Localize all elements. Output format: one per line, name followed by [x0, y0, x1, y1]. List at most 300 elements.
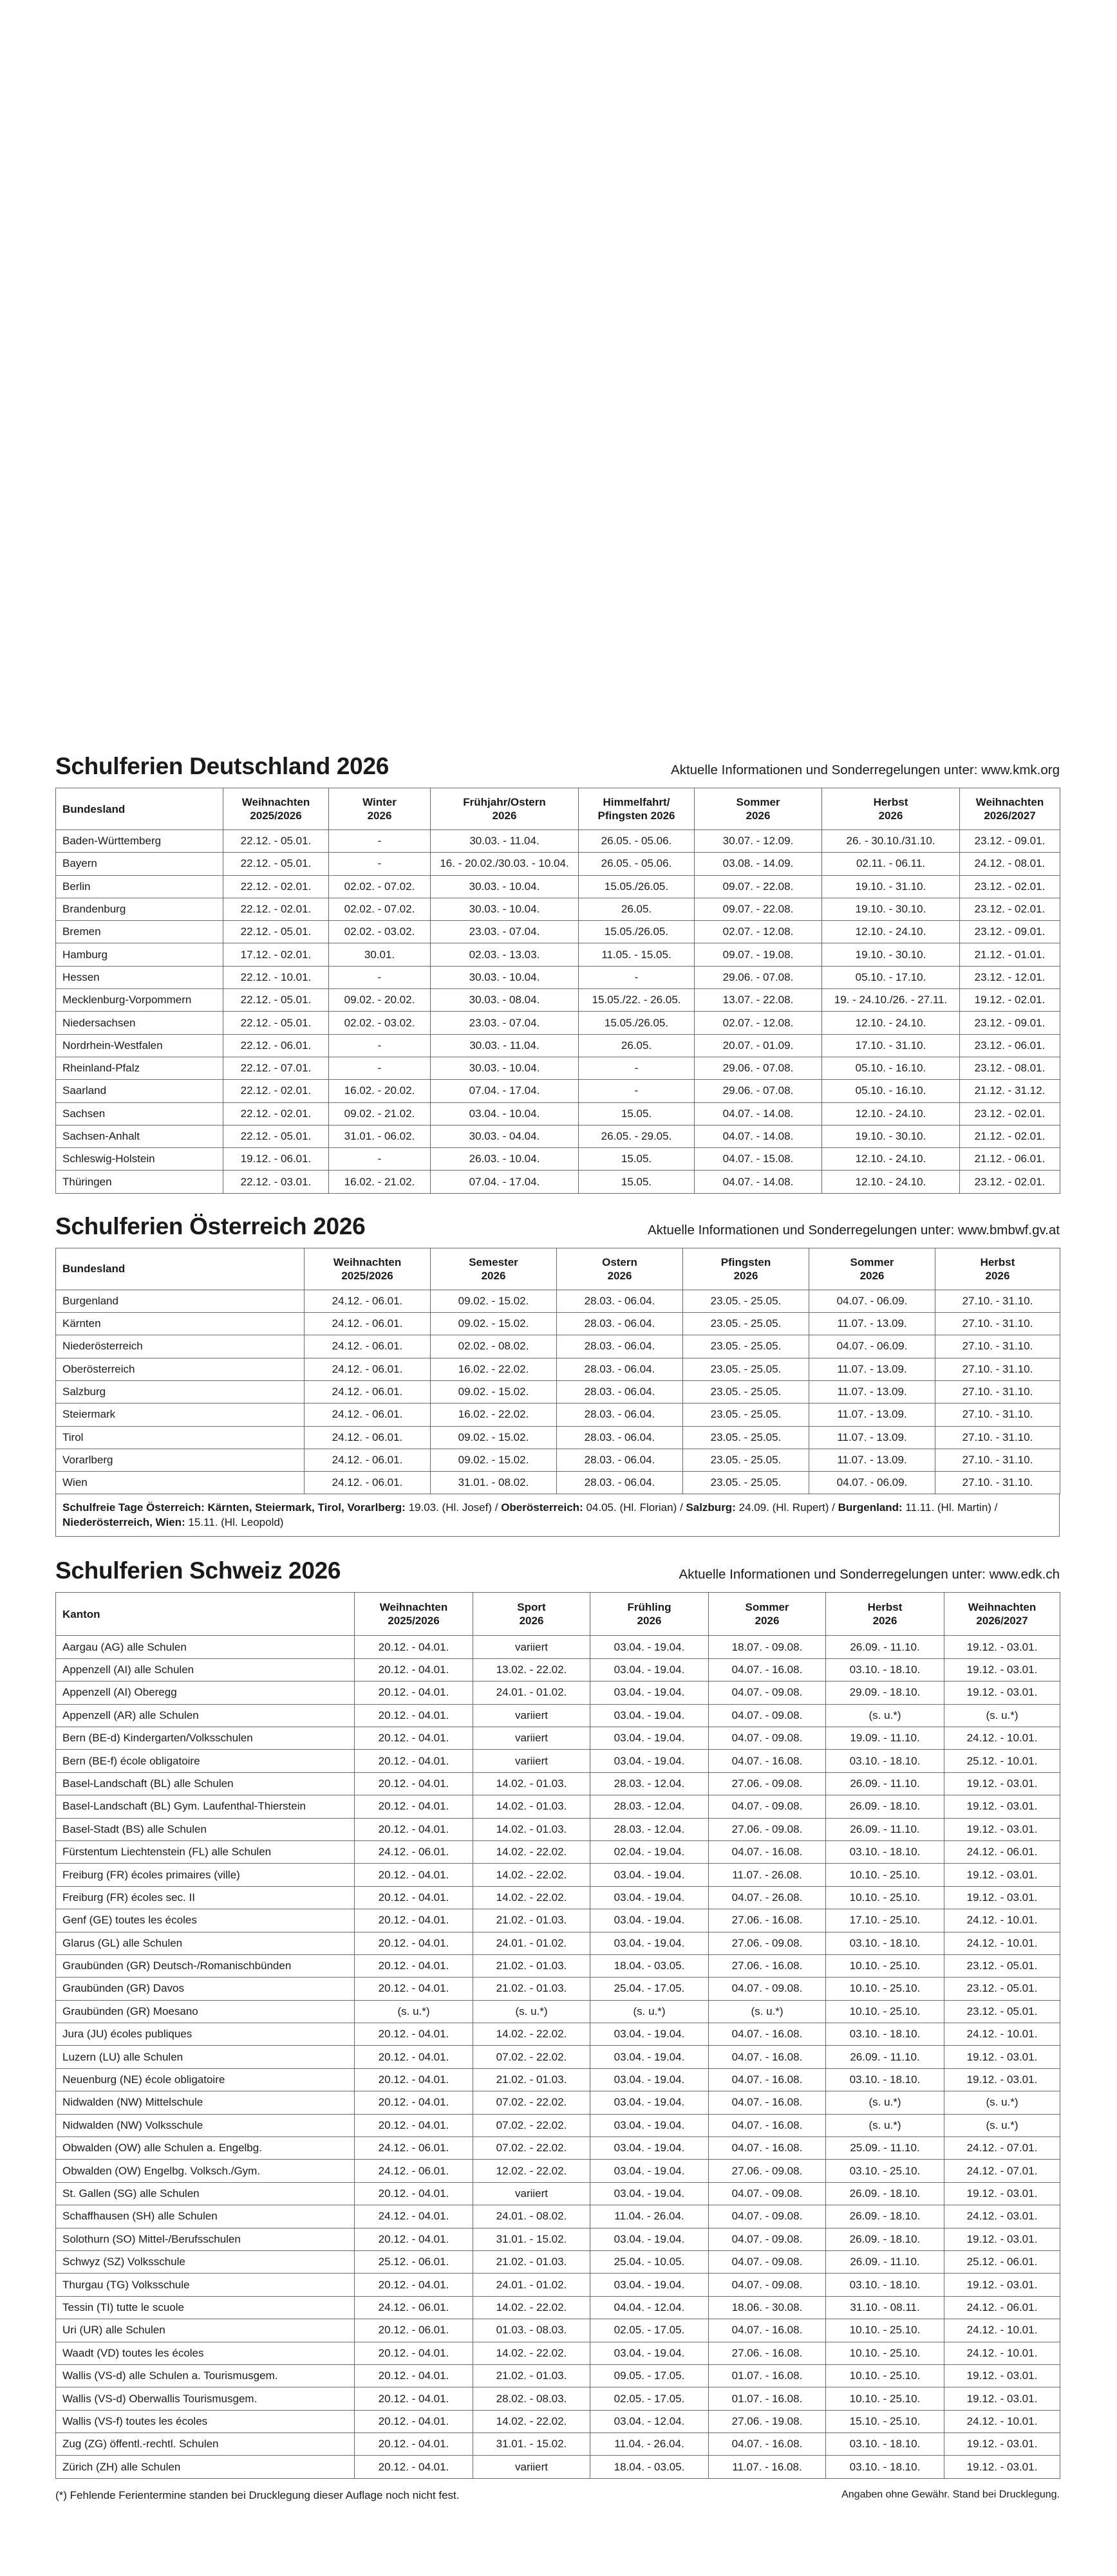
date-cell: (s. u.*): [590, 2000, 709, 2023]
date-cell: 04.07. - 14.08.: [695, 1125, 822, 1147]
date-cell: 03.04. - 19.04.: [590, 1636, 709, 1658]
table-row: [56, 1449, 1060, 1471]
date-cell: 03.10. - 18.10.: [826, 1840, 944, 1863]
date-cell: 03.04. - 19.04.: [590, 2023, 709, 2046]
region-cell: Bremen: [56, 921, 223, 943]
date-cell: 27.10. - 31.10.: [935, 1404, 1060, 1426]
date-cell: 04.07. - 26.08.: [709, 1886, 826, 1909]
region-cell: Saarland: [56, 1080, 223, 1102]
date-cell: -: [329, 853, 431, 875]
date-cell: 24.12. - 06.01.: [305, 1380, 431, 1403]
region-cell: Vorarlberg: [56, 1449, 305, 1471]
date-cell: 12.10. - 24.10.: [822, 1148, 960, 1171]
date-cell: -: [579, 1057, 695, 1079]
date-cell: 19.12. - 03.01.: [944, 1818, 1060, 1840]
date-cell: 04.07. - 09.08.: [709, 1682, 826, 1704]
date-cell: 20.12. - 04.01.: [355, 2228, 473, 2250]
date-cell: 03.10. - 25.10.: [826, 2160, 944, 2182]
date-cell: 04.07. - 09.08.: [709, 2228, 826, 2250]
date-cell: 20.12. - 04.01.: [355, 1818, 473, 1840]
table-row: [56, 1380, 1060, 1403]
table-row: [56, 1704, 1060, 1727]
table-row: [56, 2091, 1060, 2114]
table-row: [56, 1932, 1060, 1954]
date-cell: 23.12. - 06.01.: [960, 1034, 1060, 1057]
date-cell: 03.04. - 19.04.: [590, 1682, 709, 1704]
table-header-row: [56, 788, 1060, 830]
date-cell: 27.10. - 31.10.: [935, 1313, 1060, 1335]
date-cell: 01.07. - 16.08.: [709, 2387, 826, 2410]
region-cell: Schwyz (SZ) Volksschule: [56, 2250, 355, 2273]
date-cell: 20.12. - 04.01.: [355, 2410, 473, 2432]
region-cell: Genf (GE) toutes les écoles: [56, 1909, 355, 1932]
table-row: [56, 1358, 1060, 1380]
region-cell: Obwalden (OW) Engelbg. Volksch./Gym.: [56, 2160, 355, 2182]
note-text: 15.11. (Hl. Leopold): [185, 1516, 284, 1529]
date-cell: (s. u.*): [826, 2091, 944, 2114]
region-cell: Tessin (TI) tutte le scuole: [56, 2296, 355, 2319]
date-cell: 25.12. - 10.01.: [944, 1750, 1060, 1772]
region-cell: Nidwalden (NW) Mittelschule: [56, 2091, 355, 2114]
date-cell: 05.10. - 16.10.: [822, 1080, 960, 1102]
region-cell: Wien: [56, 1472, 305, 1494]
region-cell: Appenzell (AI) Oberegg: [56, 1682, 355, 1704]
date-cell: variiert: [473, 1636, 590, 1658]
date-cell: -: [579, 1080, 695, 1102]
region-cell: Luzern (LU) alle Schulen: [56, 2046, 355, 2068]
date-cell: 24.12. - 03.01.: [944, 2205, 1060, 2228]
date-cell: 04.07. - 16.08.: [709, 2023, 826, 2046]
date-cell: 22.12. - 02.01.: [223, 1080, 329, 1102]
date-cell: 22.12. - 05.01.: [223, 989, 329, 1012]
date-cell: 19. - 24.10./26. - 27.11.: [822, 989, 960, 1012]
date-cell: 20.07. - 01.09.: [695, 1034, 822, 1057]
region-cell: Hamburg: [56, 943, 223, 966]
section-info: Aktuelle Informationen und Sonderregelungen unter: www.bmbwf.gv.at: [647, 1222, 1060, 1237]
section-header: [55, 753, 1060, 780]
date-cell: 23.12. - 05.01.: [944, 1954, 1060, 1977]
date-cell: 20.12. - 04.01.: [355, 1978, 473, 2000]
column-header: Herbst 2026: [822, 788, 960, 830]
region-cell: Neuenburg (NE) école obligatoire: [56, 2068, 355, 2091]
region-cell: Graubünden (GR) Moesano: [56, 2000, 355, 2023]
date-cell: 27.10. - 31.10.: [935, 1358, 1060, 1380]
date-cell: 11.07. - 13.09.: [809, 1380, 935, 1403]
date-cell: 03.04. - 19.04.: [590, 2068, 709, 2091]
table-row: [56, 1864, 1060, 1886]
date-cell: 02.02. - 03.02.: [329, 921, 431, 943]
date-cell: 04.07. - 09.08.: [709, 1704, 826, 1727]
date-cell: 19.12. - 03.01.: [944, 1795, 1060, 1818]
date-cell: 11.07. - 13.09.: [809, 1313, 935, 1335]
date-cell: 23.12. - 02.01.: [960, 898, 1060, 920]
date-cell: 27.06. - 09.08.: [709, 1772, 826, 1795]
column-header: Weihnachten 2026/2027: [944, 1593, 1060, 1636]
table-row: [56, 2228, 1060, 2250]
section-austria: [55, 1213, 1060, 1537]
date-cell: 15.05./26.05.: [579, 921, 695, 943]
date-cell: 11.07. - 13.09.: [809, 1404, 935, 1426]
date-cell: 02.05. - 17.05.: [590, 2387, 709, 2410]
date-cell: 02.07. - 12.08.: [695, 1012, 822, 1034]
date-cell: 03.04. - 19.04.: [590, 2182, 709, 2205]
table-row: [56, 1034, 1060, 1057]
region-cell: Wallis (VS-f) toutes les écoles: [56, 2410, 355, 2432]
section-title: Schulferien Deutschland 2026: [55, 753, 390, 779]
region-cell: Wallis (VS-d) alle Schulen a. Tourismusgem.: [56, 2364, 355, 2387]
date-cell: 07.02. - 22.02.: [473, 2046, 590, 2068]
table-row: [56, 921, 1060, 943]
date-cell: 29.09. - 18.10.: [826, 1682, 944, 1704]
date-cell: 03.04. - 19.04.: [590, 2046, 709, 2068]
note-text: 04.05. (Hl. Florian) /: [583, 1501, 686, 1514]
table-row: [56, 1795, 1060, 1818]
date-cell: 21.02. - 01.03.: [473, 2364, 590, 2387]
date-cell: 20.12. - 04.01.: [355, 1772, 473, 1795]
date-cell: 07.04. - 17.04.: [431, 1080, 579, 1102]
date-cell: 19.12. - 03.01.: [944, 2046, 1060, 2068]
date-cell: (s. u.*): [709, 2000, 826, 2023]
section-info: Aktuelle Informationen und Sonderregelungen unter: www.kmk.org: [671, 763, 1060, 777]
section-germany: [55, 753, 1060, 1194]
date-cell: 27.06. - 16.08.: [709, 1909, 826, 1932]
date-cell: 22.12. - 10.01.: [223, 966, 329, 988]
date-cell: 30.03. - 08.04.: [431, 989, 579, 1012]
date-cell: variiert: [473, 1727, 590, 1749]
date-cell: 23.05. - 25.05.: [683, 1472, 809, 1494]
date-cell: 12.10. - 24.10.: [822, 1171, 960, 1193]
date-cell: 19.12. - 03.01.: [944, 2068, 1060, 2091]
region-cell: Schaffhausen (SH) alle Schulen: [56, 2205, 355, 2228]
column-header: Sommer 2026: [709, 1593, 826, 1636]
date-cell: (s. u.*): [473, 2000, 590, 2023]
date-cell: 22.12. - 05.01.: [223, 1012, 329, 1034]
date-cell: 04.07. - 14.08.: [695, 1171, 822, 1193]
date-cell: 31.01. - 06.02.: [329, 1125, 431, 1147]
date-cell: 28.03. - 12.04.: [590, 1818, 709, 1840]
austria-note: [55, 1494, 1060, 1537]
region-cell: Basel-Landschaft (BL) Gym. Laufenthal-Thierstein: [56, 1795, 355, 1818]
date-cell: 18.07. - 09.08.: [709, 1636, 826, 1658]
table-header-row: [56, 1593, 1060, 1636]
column-header: Winter 2026: [329, 788, 431, 830]
date-cell: 20.12. - 04.01.: [355, 1909, 473, 1932]
date-cell: 02.07. - 12.08.: [695, 921, 822, 943]
date-cell: 24.12. - 06.01.: [355, 2296, 473, 2319]
column-header: Frühjahr/Ostern 2026: [431, 788, 579, 830]
table-row: [56, 1772, 1060, 1795]
date-cell: 22.12. - 02.01.: [223, 875, 329, 898]
date-cell: 27.06. - 16.08.: [709, 2342, 826, 2364]
date-cell: 22.12. - 05.01.: [223, 853, 329, 875]
date-cell: 04.07. - 16.08.: [709, 2433, 826, 2456]
date-cell: 24.12. - 06.01.: [305, 1404, 431, 1426]
date-cell: 03.10. - 18.10.: [826, 1932, 944, 1954]
region-cell: Obwalden (OW) alle Schulen a. Engelbg.: [56, 2137, 355, 2160]
date-cell: 04.07. - 15.08.: [695, 1148, 822, 1171]
date-cell: 14.02. - 01.03.: [473, 1772, 590, 1795]
date-cell: 28.03. - 06.04.: [557, 1335, 683, 1358]
date-cell: 20.12. - 04.01.: [355, 1682, 473, 1704]
date-cell: 02.02. - 03.02.: [329, 1012, 431, 1034]
column-header: Herbst 2026: [935, 1248, 1060, 1290]
table-row: [56, 875, 1060, 898]
date-cell: 31.01. - 08.02.: [431, 1472, 557, 1494]
date-cell: 26.05.: [579, 898, 695, 920]
date-cell: 04.07. - 09.08.: [709, 2274, 826, 2296]
date-cell: 18.04. - 03.05.: [590, 2456, 709, 2478]
date-cell: 26.09. - 18.10.: [826, 2205, 944, 2228]
date-cell: 19.10. - 30.10.: [822, 898, 960, 920]
region-cell: Fürstentum Liechtenstein (FL) alle Schulen: [56, 1840, 355, 1863]
region-cell: Burgenland: [56, 1290, 305, 1312]
table-row: [56, 1636, 1060, 1658]
date-cell: 03.04. - 19.04.: [590, 2114, 709, 2136]
table-row: [56, 1750, 1060, 1772]
date-cell: 19.12. - 03.01.: [944, 1636, 1060, 1658]
date-cell: 15.05.: [579, 1148, 695, 1171]
region-cell: Graubünden (GR) Davos: [56, 1978, 355, 2000]
region-cell: Basel-Landschaft (BL) alle Schulen: [56, 1772, 355, 1795]
date-cell: 20.12. - 04.01.: [355, 2114, 473, 2136]
date-cell: 05.10. - 17.10.: [822, 966, 960, 988]
date-cell: (s. u.*): [944, 1704, 1060, 1727]
table-row: [56, 1682, 1060, 1704]
table-header-row: [56, 1248, 1060, 1290]
date-cell: 04.07. - 09.08.: [709, 2205, 826, 2228]
date-cell: 28.03. - 06.04.: [557, 1358, 683, 1380]
date-cell: 21.12. - 01.01.: [960, 943, 1060, 966]
date-cell: 20.12. - 04.01.: [355, 2046, 473, 2068]
table-row: [56, 2046, 1060, 2068]
date-cell: 24.12. - 10.01.: [944, 2410, 1060, 2432]
date-cell: 02.02. - 07.02.: [329, 898, 431, 920]
column-header: Sommer 2026: [809, 1248, 935, 1290]
table-row: [56, 1335, 1060, 1358]
date-cell: 27.06. - 16.08.: [709, 1954, 826, 1977]
date-cell: 19.12. - 03.01.: [944, 1864, 1060, 1886]
date-cell: 21.02. - 01.03.: [473, 1978, 590, 2000]
date-cell: 16.02. - 22.02.: [431, 1404, 557, 1426]
date-cell: 03.04. - 19.04.: [590, 2274, 709, 2296]
date-cell: 10.10. - 25.10.: [826, 2387, 944, 2410]
date-cell: 20.12. - 04.01.: [355, 1954, 473, 1977]
date-cell: 09.05. - 17.05.: [590, 2364, 709, 2387]
date-cell: 27.06. - 09.08.: [709, 1818, 826, 1840]
region-cell: Jura (JU) écoles publiques: [56, 2023, 355, 2046]
date-cell: 26.05. - 05.06.: [579, 830, 695, 853]
date-cell: 16.02. - 21.02.: [329, 1171, 431, 1193]
date-cell: 09.02. - 20.02.: [329, 989, 431, 1012]
date-cell: 04.07. - 16.08.: [709, 2114, 826, 2136]
date-cell: 04.07. - 09.08.: [709, 2250, 826, 2273]
date-cell: 20.12. - 04.01.: [355, 2182, 473, 2205]
note-label: Schulfreie Tage Österreich: Kärnten, Steiermark, Tirol, Vorarlberg:: [62, 1501, 406, 1514]
region-cell: Basel-Stadt (BS) alle Schulen: [56, 1818, 355, 1840]
section-switzerland: [55, 1557, 1060, 2478]
date-cell: 14.02. - 22.02.: [473, 2023, 590, 2046]
region-cell: Waadt (VD) toutes les écoles: [56, 2342, 355, 2364]
date-cell: 19.09. - 11.10.: [826, 1727, 944, 1749]
date-cell: 11.07. - 13.09.: [809, 1426, 935, 1449]
column-header: Kanton: [56, 1593, 355, 1636]
date-cell: 20.12. - 04.01.: [355, 2023, 473, 2046]
column-header: Weihnachten 2025/2026: [223, 788, 329, 830]
date-cell: 26.09. - 18.10.: [826, 1795, 944, 1818]
date-cell: -: [329, 1148, 431, 1171]
date-cell: 24.12. - 10.01.: [944, 2023, 1060, 2046]
region-cell: Tirol: [56, 1426, 305, 1449]
date-cell: 24.12. - 10.01.: [944, 2342, 1060, 2364]
table-row: [56, 1313, 1060, 1335]
date-cell: 02.03. - 13.03.: [431, 943, 579, 966]
date-cell: 28.03. - 06.04.: [557, 1472, 683, 1494]
date-cell: 12.02. - 22.02.: [473, 2160, 590, 2182]
date-cell: 19.10. - 30.10.: [822, 943, 960, 966]
table-row: [56, 966, 1060, 988]
date-cell: 02.05. - 17.05.: [590, 2319, 709, 2342]
date-cell: variiert: [473, 2182, 590, 2205]
date-cell: 27.06. - 09.08.: [709, 1932, 826, 1954]
date-cell: 09.07. - 19.08.: [695, 943, 822, 966]
date-cell: 19.12. - 03.01.: [944, 2456, 1060, 2478]
date-cell: 28.03. - 06.04.: [557, 1380, 683, 1403]
date-cell: 02.02. - 08.02.: [431, 1335, 557, 1358]
date-cell: 09.02. - 21.02.: [329, 1102, 431, 1125]
date-cell: 24.12. - 06.01.: [944, 2296, 1060, 2319]
date-cell: 10.10. - 25.10.: [826, 1978, 944, 2000]
note-label: Burgenland:: [838, 1501, 903, 1514]
date-cell: 12.10. - 24.10.: [822, 1102, 960, 1125]
date-cell: 24.12. - 08.01.: [960, 853, 1060, 875]
table-row: [56, 853, 1060, 875]
date-cell: 14.02. - 22.02.: [473, 1840, 590, 1863]
date-cell: 26.09. - 18.10.: [826, 2228, 944, 2250]
date-cell: 04.07. - 14.08.: [695, 1102, 822, 1125]
date-cell: 30.07. - 12.09.: [695, 830, 822, 853]
column-header: Herbst 2026: [826, 1593, 944, 1636]
date-cell: 28.03. - 06.04.: [557, 1449, 683, 1471]
date-cell: (s. u.*): [826, 1704, 944, 1727]
date-cell: 23.12. - 12.01.: [960, 966, 1060, 988]
region-cell: Kärnten: [56, 1313, 305, 1335]
table-row: [56, 1012, 1060, 1034]
date-cell: 17.10. - 31.10.: [822, 1034, 960, 1057]
region-cell: Salzburg: [56, 1380, 305, 1403]
column-header: Weihnachten 2025/2026: [355, 1593, 473, 1636]
date-cell: 20.12. - 04.01.: [355, 2274, 473, 2296]
date-cell: 04.07. - 09.08.: [709, 1727, 826, 1749]
date-cell: 22.12. - 02.01.: [223, 1102, 329, 1125]
footer-note: (*) Fehlende Ferientermine standen bei Drucklegung dieser Auflage noch nicht fest.: [55, 2488, 460, 2501]
table-row: [56, 1426, 1060, 1449]
date-cell: 23.05. - 25.05.: [683, 1404, 809, 1426]
date-cell: 22.12. - 07.01.: [223, 1057, 329, 1079]
column-header: Ostern 2026: [557, 1248, 683, 1290]
region-cell: Oberösterreich: [56, 1358, 305, 1380]
date-cell: 22.12. - 05.01.: [223, 921, 329, 943]
region-cell: Sachsen-Anhalt: [56, 1125, 223, 1147]
column-header: Bundesland: [56, 788, 223, 830]
date-cell: 10.10. - 25.10.: [826, 2000, 944, 2023]
date-cell: 15.10. - 25.10.: [826, 2410, 944, 2432]
date-cell: 24.12. - 06.01.: [355, 2160, 473, 2182]
date-cell: 14.02. - 22.02.: [473, 2410, 590, 2432]
region-cell: Aargau (AG) alle Schulen: [56, 1636, 355, 1658]
date-cell: 07.02. - 22.02.: [473, 2114, 590, 2136]
date-cell: 03.04. - 19.04.: [590, 2342, 709, 2364]
date-cell: 03.04. - 19.04.: [590, 2137, 709, 2160]
table-row: [56, 2296, 1060, 2319]
date-cell: 22.12. - 03.01.: [223, 1171, 329, 1193]
date-cell: 03.08. - 14.09.: [695, 853, 822, 875]
column-header: Sport 2026: [473, 1593, 590, 1636]
date-cell: 15.05./26.05.: [579, 875, 695, 898]
region-cell: Nidwalden (NW) Volksschule: [56, 2114, 355, 2136]
date-cell: 07.02. - 22.02.: [473, 2137, 590, 2160]
date-cell: 20.12. - 06.01.: [355, 2319, 473, 2342]
date-cell: 03.04. - 19.04.: [590, 2160, 709, 2182]
region-cell: Sachsen: [56, 1102, 223, 1125]
date-cell: 01.07. - 16.08.: [709, 2364, 826, 2387]
date-cell: 04.07. - 16.08.: [709, 1750, 826, 1772]
date-cell: 10.10. - 25.10.: [826, 2319, 944, 2342]
date-cell: 03.10. - 18.10.: [826, 2023, 944, 2046]
note-text: 11.11. (Hl. Martin) /: [902, 1501, 998, 1514]
note-label: Salzburg:: [686, 1501, 736, 1514]
date-cell: 24.12. - 04.01.: [355, 2205, 473, 2228]
region-cell: Freiburg (FR) écoles primaires (ville): [56, 1864, 355, 1886]
date-cell: 07.04. - 17.04.: [431, 1171, 579, 1193]
date-cell: 14.02. - 22.02.: [473, 2342, 590, 2364]
date-cell: 02.11. - 06.11.: [822, 853, 960, 875]
section-header: [55, 1557, 1060, 1584]
date-cell: 10.10. - 25.10.: [826, 1954, 944, 1977]
date-cell: 03.04. - 19.04.: [590, 1750, 709, 1772]
date-cell: 04.07. - 16.08.: [709, 2319, 826, 2342]
date-cell: 19.12. - 03.01.: [944, 1772, 1060, 1795]
region-cell: Schleswig-Holstein: [56, 1148, 223, 1171]
date-cell: 03.04. - 19.04.: [590, 1909, 709, 1932]
date-cell: 25.09. - 11.10.: [826, 2137, 944, 2160]
region-cell: Niederösterreich: [56, 1335, 305, 1358]
date-cell: 12.10. - 24.10.: [822, 921, 960, 943]
date-cell: 21.12. - 02.01.: [960, 1125, 1060, 1147]
date-cell: 19.12. - 03.01.: [944, 2228, 1060, 2250]
note-label: Niederösterreich, Wien:: [62, 1516, 185, 1529]
date-cell: 23.12. - 05.01.: [944, 1978, 1060, 2000]
date-cell: 09.02. - 15.02.: [431, 1449, 557, 1471]
date-cell: 03.04. - 19.04.: [590, 1932, 709, 1954]
date-cell: -: [579, 966, 695, 988]
date-cell: 26.09. - 18.10.: [826, 2182, 944, 2205]
date-cell: 03.04. - 19.04.: [590, 1704, 709, 1727]
date-cell: 24.01. - 01.02.: [473, 1682, 590, 1704]
date-cell: 24.01. - 01.02.: [473, 1932, 590, 1954]
date-cell: 24.01. - 08.02.: [473, 2205, 590, 2228]
date-cell: 24.12. - 06.01.: [355, 1840, 473, 1863]
table-row: [56, 2274, 1060, 2296]
date-cell: 23.12. - 09.01.: [960, 921, 1060, 943]
date-cell: 09.07. - 22.08.: [695, 875, 822, 898]
region-cell: Berlin: [56, 875, 223, 898]
section-header: [55, 1213, 1060, 1240]
date-cell: 20.12. - 04.01.: [355, 2364, 473, 2387]
date-cell: 19.12. - 02.01.: [960, 989, 1060, 1012]
date-cell: 15.05./22. - 26.05.: [579, 989, 695, 1012]
table-row: [56, 2114, 1060, 2136]
date-cell: 30.03. - 04.04.: [431, 1125, 579, 1147]
